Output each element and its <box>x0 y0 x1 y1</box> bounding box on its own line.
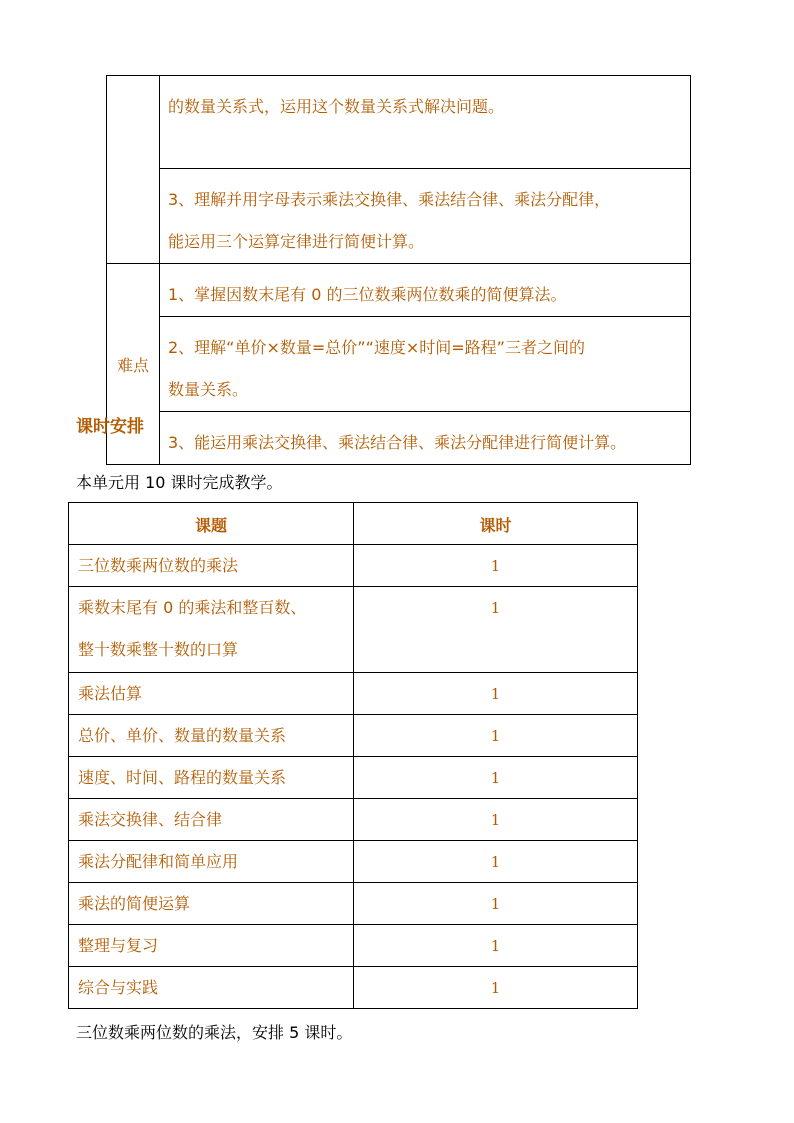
goal-row-2 <box>160 169 691 264</box>
goals-table <box>106 75 691 465</box>
table-row <box>69 673 638 715</box>
topic-cell: 综合与实践 <box>69 967 354 1009</box>
topic-cell: 总价、单价、数量的数量关系 <box>69 715 354 757</box>
footer-text: 三位数乘两位数的乘法，安排 5 课时。 <box>76 1023 353 1042</box>
topic-cell: 乘法交换律、结合律 <box>69 799 354 841</box>
topic-cell: 整理与复习 <box>69 925 354 967</box>
topic-line: 整十数乘整十数的口算 <box>78 640 239 659</box>
topic-cell: 速度、时间、路程的数量关系 <box>69 757 354 799</box>
hours-cell: 1 <box>354 587 638 673</box>
hours-cell: 1 <box>354 757 638 799</box>
table-row <box>69 799 638 841</box>
table-row <box>69 757 638 799</box>
topic-cell: 乘法分配律和简单应用 <box>69 841 354 883</box>
header-topic: 课题 <box>69 503 354 545</box>
goals-label-empty <box>107 76 160 264</box>
intro-text: 本单元用 10 课时完成教学。 <box>76 473 283 492</box>
topic-cell <box>69 587 354 673</box>
hours-cell: 1 <box>354 967 638 1009</box>
hours-cell: 1 <box>354 841 638 883</box>
topic-line: 乘数末尾有 0 的乘法和整百数、 <box>78 598 307 617</box>
table-row <box>69 841 638 883</box>
difficulty-text: 3、能运用乘法交换律、乘法结合律、乘法分配律进行简便计算。 <box>168 433 627 452</box>
difficulty-item-1 <box>160 264 691 317</box>
table-row <box>69 587 638 673</box>
goal-text: 能运用三个运算定律进行简便计算。 <box>168 232 425 251</box>
goal-text: 3、理解并用字母表示乘法交换律、乘法结合律、乘法分配律， <box>168 190 611 209</box>
table-row <box>69 715 638 757</box>
topic-cell: 乘法估算 <box>69 673 354 715</box>
difficulty-text: 数量关系。 <box>168 380 249 399</box>
difficulty-label: 难点 <box>107 264 160 465</box>
hours-cell: 1 <box>354 925 638 967</box>
topic-cell: 三位数乘两位数的乘法 <box>69 545 354 587</box>
table-row <box>69 883 638 925</box>
difficulty-text: 2、理解“单价×数量=总价”“速度×时间=路程”三者之间的 <box>168 338 585 357</box>
difficulty-text: 1、掌握因数末尾有 0 的三位数乘两位数乘的简便算法。 <box>168 285 567 304</box>
hours-cell: 1 <box>354 799 638 841</box>
table-row <box>69 967 638 1009</box>
difficulty-item-2 <box>160 317 691 412</box>
table-row <box>69 545 638 587</box>
hours-cell: 1 <box>354 545 638 587</box>
goal-text: 的数量关系式，运用这个数量关系式解决问题。 <box>168 97 505 116</box>
hours-cell: 1 <box>354 883 638 925</box>
header-hours: 课时 <box>354 503 638 545</box>
section-title: 课时安排 <box>76 417 144 437</box>
difficulty-item-3 <box>160 412 691 465</box>
table-row <box>69 925 638 967</box>
goal-row-1 <box>160 76 691 169</box>
topic-cell: 乘法的简便运算 <box>69 883 354 925</box>
hours-cell: 1 <box>354 715 638 757</box>
schedule-table <box>68 502 638 1009</box>
hours-cell: 1 <box>354 673 638 715</box>
